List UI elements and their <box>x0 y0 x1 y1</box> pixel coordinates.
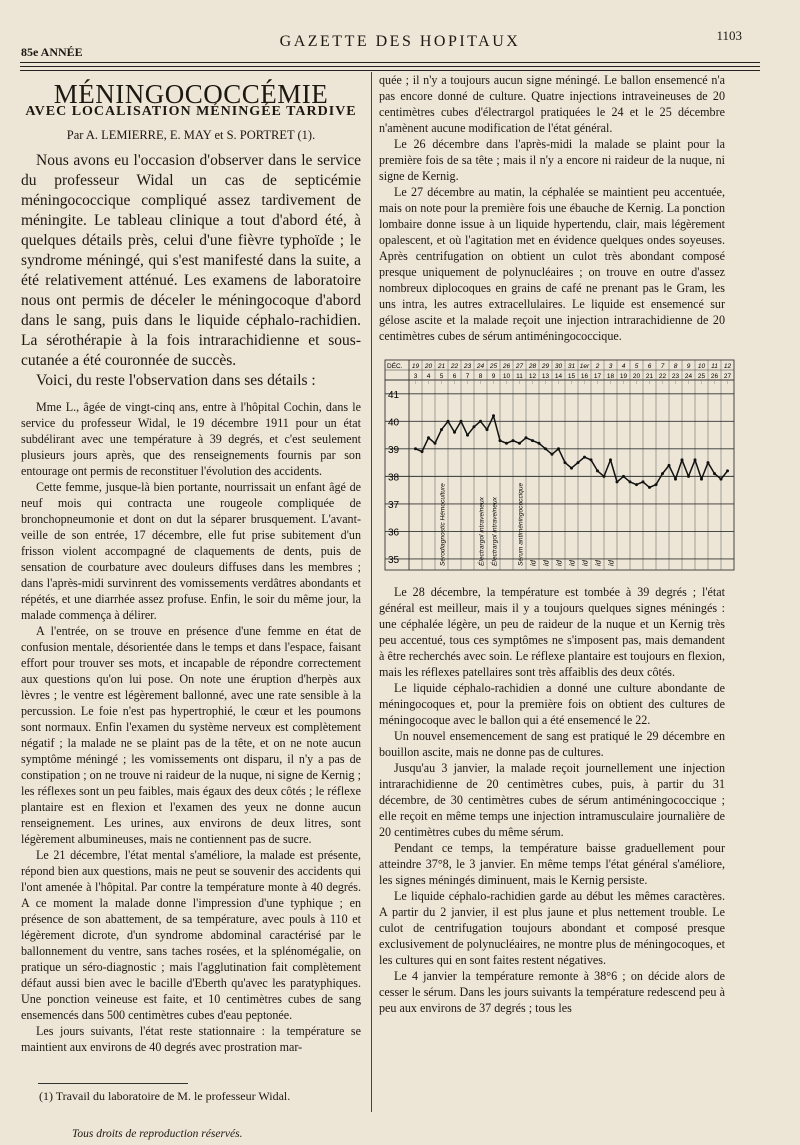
temperature-point <box>486 428 489 431</box>
temperature-point <box>531 439 534 442</box>
temperature-point <box>460 420 463 423</box>
chart-date-label: 12 <box>723 363 732 370</box>
temperature-point <box>583 456 586 459</box>
chart-day-number: 13 <box>541 373 550 380</box>
chart-date-label: 25 <box>489 363 498 370</box>
chart-treatment-label: Électrargol intraveineux <box>491 497 499 566</box>
chart-y-tick-label: 35 <box>388 554 400 566</box>
lead-paragraph: Voici, du reste l'observation dans ses détails : <box>36 372 316 389</box>
chart-date-label: 22 <box>450 363 459 370</box>
temperature-point <box>596 469 599 472</box>
chart-day-number: 27 <box>723 373 732 380</box>
temperature-point <box>570 467 573 470</box>
temperature-point <box>505 442 508 445</box>
chart-date-label: 24 <box>476 363 485 370</box>
chart-treatment-label: id <box>606 560 616 566</box>
temperature-point <box>694 458 697 461</box>
temperature-point <box>440 428 443 431</box>
temperature-point <box>447 420 450 423</box>
chart-day-number: 14 <box>554 373 563 380</box>
temperature-point <box>434 442 437 445</box>
body-paragraph: Le 26 décembre dans l'après-midi la malade se plaint pour la première fois de sa tête ; mais il n'y a encore ni raideur de la nuque, ni signe de Kernig. <box>379 137 725 183</box>
footnote-rule <box>38 1083 188 1084</box>
temperature-point <box>551 453 554 456</box>
temperature-point <box>590 458 593 461</box>
chart-date-label: 9 <box>686 363 691 370</box>
chart-header-label: DÉC. <box>387 363 403 370</box>
chart-y-tick-label: 38 <box>388 472 400 484</box>
chart-treatment-label: Électrargol intraveineux <box>478 497 486 566</box>
chart-day-number: 17 <box>593 373 602 380</box>
temperature-point <box>525 436 528 439</box>
chart-day-number: 22 <box>658 373 667 380</box>
header-rule <box>20 70 760 71</box>
chart-treatment-label: Sérodiagnostic Hémoculture <box>439 483 447 566</box>
temperature-point <box>499 439 502 442</box>
temperature-point <box>609 458 612 461</box>
chart-day-number: 12 <box>528 373 537 380</box>
body-paragraph: quée ; il n'y a toujours aucun signe méningé. Le ballon ensemencé n'a pas encore donné de culture. Quatre injections intraveineuses de 20 centimètres cubes d'électrargol pratiquées le 24 et le 25 décembre n'amènent aucune modification de l'état général. <box>379 73 725 135</box>
spacer <box>21 391 361 399</box>
temperature-point <box>642 480 645 483</box>
chart-day-number: 16 <box>580 373 589 380</box>
chart-day-number: 3 <box>413 373 418 380</box>
chart-date-label: 20 <box>424 363 433 370</box>
temperature-point <box>538 442 541 445</box>
body-paragraph: Le 4 janvier la température remonte à 38°6 ; on décide alors de cesser le sérum. Dans les jours suivants la température redescend peu à peu aux environs de 37 degrés ; tous les <box>379 969 725 1015</box>
chart-day-number: 10 <box>502 373 511 380</box>
temperature-point <box>622 475 625 478</box>
temperature-chart <box>379 354 732 580</box>
chart-date-label: 19 <box>411 363 420 370</box>
chart-day-number: 23 <box>671 373 680 380</box>
chart-date-label: 4 <box>621 363 626 370</box>
temperature-point <box>512 439 515 442</box>
rights-footer: Tous droits de reproduction réservés. <box>72 1128 243 1140</box>
chart-treatment-label: id <box>580 560 590 566</box>
chart-date-label: 30 <box>554 363 563 370</box>
temperature-point <box>674 478 677 481</box>
chart-day-number: 4 <box>426 373 431 380</box>
temperature-point <box>466 434 469 437</box>
header-rule <box>20 66 760 67</box>
temperature-point <box>427 436 430 439</box>
body-paragraph: Les jours suivants, l'état reste stationnaire : la température se maintient aux environs de 40 degrés avec prostration mar- <box>21 1024 361 1054</box>
temperature-point <box>544 447 547 450</box>
article-subtitle: AVEC LOCALISATION MÉNINGÉE TARDIVE <box>25 104 357 119</box>
chart-treatment-label: Sérum antiméningococcique <box>517 482 525 566</box>
chart-day-number: 6 <box>452 373 457 380</box>
chart-date-label: 27 <box>515 363 524 370</box>
chart-day-number: 11 <box>516 373 523 380</box>
chart-date-label: 26 <box>502 363 511 370</box>
chart-treatment-label: id <box>554 560 564 566</box>
temperature-point <box>492 414 495 417</box>
chart-date-label: 1er <box>579 363 590 370</box>
chart-date-label: 21 <box>437 363 446 370</box>
temperature-point <box>635 483 638 486</box>
chart-day-number: 19 <box>619 373 628 380</box>
chart-date-label: 2 <box>595 363 600 370</box>
temperature-point <box>661 472 664 475</box>
temperature-point <box>648 486 651 489</box>
temperature-point <box>421 450 424 453</box>
temperature-point <box>681 458 684 461</box>
temperature-point <box>518 442 521 445</box>
chart-date-label: 5 <box>634 363 639 370</box>
temperature-point <box>473 425 476 428</box>
header-rule <box>20 62 760 63</box>
temperature-point <box>603 475 606 478</box>
body-paragraph: Le liquide céphalo-rachidien a donné une culture abondante de méningocoques et, pour la première fois on obtient des cultures de méningocoque avec le ballon qui a été ensemencé le 22. <box>379 681 725 727</box>
chart-date-label: 8 <box>673 363 678 370</box>
chart-day-number: 7 <box>465 373 470 380</box>
chart-treatment-label: id <box>593 560 603 566</box>
article-authors: Par A. LEMIERRE, E. MAY et S. PORTRET (1). <box>66 128 316 142</box>
temperature-point <box>414 447 417 450</box>
temperature-point <box>713 472 716 475</box>
chart-treatment-label: id <box>541 560 551 566</box>
chart-day-number: 9 <box>491 373 496 380</box>
temperature-point <box>687 475 690 478</box>
temperature-point <box>668 464 671 467</box>
temperature-point <box>700 478 703 481</box>
right-column <box>379 72 732 1016</box>
chart-y-tick-label: 39 <box>388 444 400 456</box>
temperature-point <box>479 420 482 423</box>
temperature-point <box>557 447 560 450</box>
column-divider <box>371 72 372 1112</box>
header-journal-title: GAZETTE DES HOPITAUX <box>279 33 521 50</box>
chart-date-label: 10 <box>697 363 706 370</box>
body-paragraph: Pendant ce temps, la température baisse graduellement pour atteindre 37°8, le 3 janvier. En même temps l'état général s'améliore, les signes méningés diminuent, mais le Kernig persiste. <box>379 841 725 887</box>
body-paragraph: Le 27 décembre au matin, la céphalée se maintient peu accentuée, mais on note pour la première fois une ébauche de Kernig. La ponction lombaire donne issue à un liquide hypertendu, clair, mais légèrement opalescent, et où l'agitation met en évidence quelques ondes soyeuses. Après centrifugation on obtient un culot très abondant composé presque uniquement de polynucléaires ; on trouve en outre d'assez nombreux diplocoques en grains de café ne prenant pas le Gram, les uns intra, les autres extracellulaires. Le liquide est ensemencé sur gélose ascite et la malade reçoit une injection intrarachidienne de 20 centimètres cubes de sérum antiméningococcique. <box>379 185 725 343</box>
body-paragraph: Jusqu'au 3 janvier, la malade reçoit journellement une injection intrarachidienne de 20 centimètres cubes, puis, à partir du 31 décembre, de 30 centimètres cubes de sérum antiméningococcique ; elle reçoit en même temps une injection intramusculaire journalière de 20 centimètres cubes du même sérum. <box>379 761 725 839</box>
chart-y-tick-label: 40 <box>388 417 400 429</box>
left-column <box>21 80 361 1055</box>
lead-paragraph: Nous avons eu l'occasion d'observer dans le service du professeur Widal un cas de septicémie méningococcique compliqué assez tardivement de méningite. Le tableau clinique a tout d'abord été, à quelques détails près, celui d'une fièvre typhoïde ; le syndrome méningé, qui s'est manifesté dans la suite, a été relativement atténué. Les examens de laboratoire nous ont permis de déceler le méningocoque d'abord dans le sang, puis dans le liquide céphalo-rachidien. La sérothérapie à la fois intrarachidienne et sous-cutanée a été couronnée de succès. <box>21 152 361 369</box>
chart-day-number: 21 <box>645 373 654 380</box>
chart-day-number: 15 <box>567 373 576 380</box>
article-lead <box>21 151 361 391</box>
chart-date-label: 23 <box>463 363 472 370</box>
chart-y-tick-label: 36 <box>388 527 400 539</box>
chart-date-label: 29 <box>541 363 550 370</box>
chart-y-tick-label: 41 <box>388 389 400 401</box>
chart-treatment-label: id <box>567 560 577 566</box>
header-page-number: 1103 <box>716 28 742 43</box>
chart-date-label: 6 <box>647 363 652 370</box>
chart-day-number: 8 <box>478 373 483 380</box>
temperature-point <box>707 461 710 464</box>
chart-date-label: 31 <box>567 363 576 370</box>
temperature-point <box>720 478 723 481</box>
temperature-chart-svg <box>379 354 732 576</box>
temperature-point <box>655 483 658 486</box>
body-paragraph: Cette femme, jusque-là bien portante, nourrissait un enfant âgé de neuf mois qui contracta une rougeole compliquée de bronchopneumonie et dont on dut la séparer brusquement. L'avant-veille de son entrée, 17 décembre, elle fut prise subitement d'un frisson violent accompagné de claquements de dents, puis de sensation de courbature avec douleurs diffuses dans les membres ; dans l'après-midi survinrent des vomissements verdâtres abondants et répétés, et une diarrhée assez profuse. Enfin, le soir du même jour, la malade commença à délirer. <box>21 480 361 622</box>
body-paragraph: Un nouvel ensemencement de sang est pratiqué le 29 décembre en bouillon ascite, mais ne donne pas de cultures. <box>379 729 725 759</box>
temperature-point <box>564 461 567 464</box>
temperature-point <box>616 480 619 483</box>
body-paragraph: Le 28 décembre, la température est tombée à 39 degrés ; l'état général est meilleur, mais il y a toujours quelques signes méningés : une céphalée légère, un peu de raideur de la nuque et un Kernig très peu accentué, tous ces symptômes ne s'imposent pas, mais demandent à être recherchés avec soin. Le réflexe plantaire est toujours en flexion, mais les réflexes patellaires sont très affaiblis des deux côtés. <box>379 585 725 679</box>
temperature-point <box>629 480 632 483</box>
chart-date-label: 3 <box>608 363 613 370</box>
body-paragraph: Le 21 décembre, l'état mental s'améliore, la malade est présente, répond bien aux questions, mais ne peut se souvenir des accidents qui l'ont amenée à l'hôpital. Par contre la température monte à 40 degrés. A ce moment la malade donne l'impression d'une typhique ; en présence de son abattement, de sa température, avec pouls à 110 et légèrement dicrote, d'un syndrome abdominal caractérisé par le ballonnement du ventre, sans taches rosées, et la splénomégalie, on pratique un séro-diagnostic ; mais l'agglutination fait complètement défaut aussi bien avec le bacille d'Eberth qu'avec les paratyphiques. Une ponction veineuse est faite, et 10 centimètres cubes de sang ensemencés dans 500 centimètres cubes d'eau peptonée. <box>21 848 361 1022</box>
chart-day-number: 20 <box>632 373 641 380</box>
article-title: MÉNINGOCOCCÉMIE <box>53 79 329 109</box>
chart-day-number: 5 <box>439 373 444 380</box>
footnote: (1) Travail du laboratoire de M. le professeur Widal. <box>39 1089 291 1103</box>
chart-treatment-label: id <box>528 560 538 566</box>
chart-day-number: 26 <box>710 373 719 380</box>
chart-day-number: 18 <box>606 373 615 380</box>
chart-day-number: 25 <box>697 373 706 380</box>
temperature-point <box>577 461 580 464</box>
body-paragraph: Mme L., âgée de vingt-cinq ans, entre à l'hôpital Cochin, dans le service du professeur Widal, le 19 décembre 1911 pour un état subdélirant avec une température à 39 degrés, et c'est seulement plusieurs jours après, que des renseignements fournis par son entourage ont permis de reconstituer l'évolution des accidents. <box>21 400 361 478</box>
temperature-point <box>453 431 456 434</box>
chart-date-label: 11 <box>711 363 718 370</box>
body-paragraph: Le liquide céphalo-rachidien garde au début les mêmes caractères. A partir du 2 janvier, il est plus jaune et plus nettement trouble. Le culot de centrifugation toujours abondant et composé presque exclusivement de polynucléaires, ne montre plus de méningocoques, et les cultures qui en sont faites restent négatives. <box>379 889 725 967</box>
chart-date-label: 7 <box>660 363 665 370</box>
chart-day-number: 24 <box>684 373 693 380</box>
chart-y-tick-label: 37 <box>388 499 400 511</box>
chart-date-label: 28 <box>528 363 537 370</box>
temperature-point <box>726 469 729 472</box>
chart-frame <box>385 360 734 570</box>
header-year: 85e ANNÉE <box>21 45 83 59</box>
body-paragraph: A l'entrée, on se trouve en présence d'une femme en état de confusion mentale, désorientée dans le temps et dans l'espace, faisant effort pour trouver ses mots, et incapable de répondre correctement aux questions qu'on lui pose. On note une éruption d'herpès aux lèvres ; le ventre est légèrement ballonné, avec une rate sensible à la percussion. Le foie n'est pas hypertrophié, le cœur et les poumons sont normaux. Enfin l'examen du système nerveux est complètement négatif ; la malade ne se plaint pas de la tête, et on ne note aucun symptôme méningé ; les vomissements ont disparu, il n'y a pas de constipation ; on ne trouve ni raideur de la nuque, ni signe de Kernig ; les réflexes sont un peu faibles, mais égaux des deux côtés ; le réflexe plantaire est en flexion et l'examen des yeux ne donne aucun renseignement. Les urines, aux environs de deux litres, sont légèrement albumineuses, mais ne contiennent pas de sucre. <box>21 624 361 846</box>
